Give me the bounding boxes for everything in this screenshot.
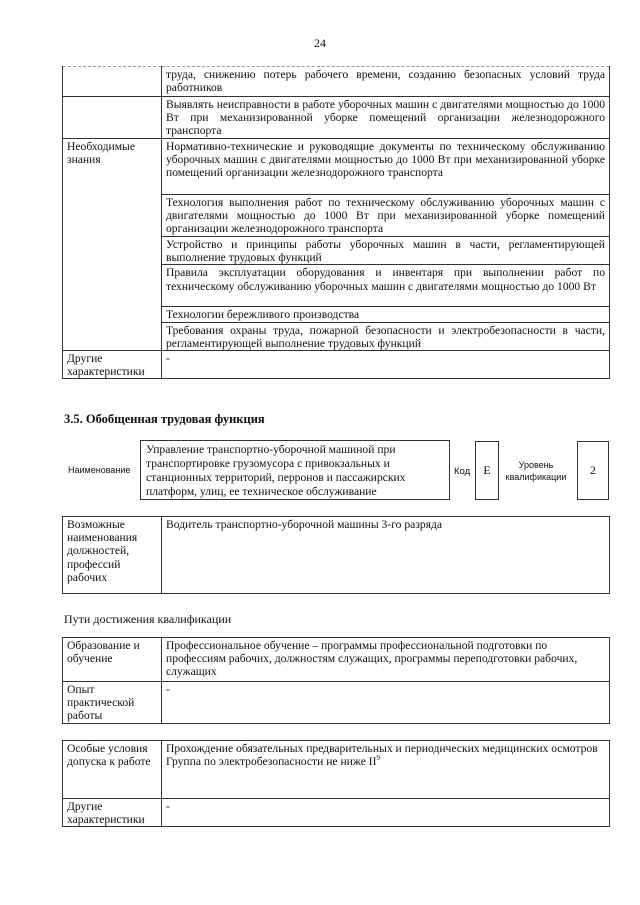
- table-row-label: Возможные наименования должностей, профессий рабочих: [63, 517, 162, 594]
- table-cell: -: [162, 351, 610, 379]
- table-row-label: [63, 67, 162, 97]
- table-cell: труда, снижению потерь рабочего времени, созданию безопасных условий труда работников: [162, 67, 610, 97]
- paths-title: Пути достижения квалификации: [64, 612, 232, 626]
- table-cell: Технологии бережливого производства: [162, 307, 610, 322]
- condition-text: Прохождение обязательных предварительных и периодических медицинских осмотров: [166, 742, 598, 755]
- function-name-box: Управление транспортно-уборочной машиной при транспортировке грузомусора с привокзальных и станционных территорий, перронов и пассажирских платформ, улиц, ее техническое обслуживание: [140, 440, 450, 500]
- table-cell: -: [162, 682, 610, 724]
- level-label: Уровень квалификации: [505, 460, 567, 482]
- table-row-label: Другие характеристики: [63, 351, 162, 379]
- table-cell: -: [162, 799, 610, 827]
- code-value: E: [475, 441, 499, 500]
- page-number: 24: [314, 36, 326, 50]
- section-heading: 3.5. Обобщенная трудовая функция: [64, 412, 265, 426]
- level-value: 2: [577, 441, 609, 500]
- education-table: [62, 637, 610, 724]
- condition-text: Группа по электробезопасности не ниже $II^9$: [166, 754, 380, 769]
- table-cell: [162, 741, 610, 799]
- conditions-table: [62, 740, 610, 827]
- table-cell: Профессиональное обучение – программы профессиональной подготовки по профессиям рабочих, должностям служащих, программы переподготовки рабочих, служащих: [162, 638, 610, 682]
- footnote-ref: 9: [376, 754, 380, 763]
- table-cell: Водитель транспортно-уборочной машины 3-го разряда: [162, 517, 610, 594]
- table-cell: Правила эксплуатации оборудования и инвентаря при выполнении работ по техническому обслуживанию уборочных машин с двигателями мощностью до 1000 Вт: [162, 265, 610, 307]
- table-cell: Устройство и принципы работы уборочных машин в части, регламентирующей выполнение трудовых функций: [162, 237, 610, 265]
- table-row-label: Особые условия допуска к работе: [63, 741, 162, 799]
- table-row-label: Другие характеристики: [63, 799, 162, 827]
- name-label: Наименование: [68, 465, 131, 475]
- knowledge-table: [62, 66, 610, 379]
- table-row-label: Опыт практической работы: [63, 682, 162, 724]
- positions-table: [62, 516, 610, 594]
- table-row-label: Необходимые знания: [63, 139, 162, 351]
- table-cell: Требования охраны труда, пожарной безопасности и электробезопасности в части, регламентирующей выполнение трудовых функций: [162, 322, 610, 350]
- table-row-label: Образование и обучение: [63, 638, 162, 682]
- table-cell: Нормативно-технические и руководящие документы по техническому обслуживанию уборочных машин с двигателями мощностью до 1000 Вт при механизированной уборке помещений организации железнодорожного транспорта: [162, 139, 610, 195]
- table-cell: Технология выполнения работ по техническому обслуживанию уборочных машин с двигателями мощностью до 1000 Вт при механизированной уборке помещений организации железнодорожного транспорта: [162, 195, 610, 237]
- table-cell: Выявлять неисправности в работе уборочных машин с двигателями мощностью до 1000 Вт при механизированной уборке помещений организации железнодорожного транспорта: [162, 97, 610, 139]
- code-label: Код: [454, 466, 471, 477]
